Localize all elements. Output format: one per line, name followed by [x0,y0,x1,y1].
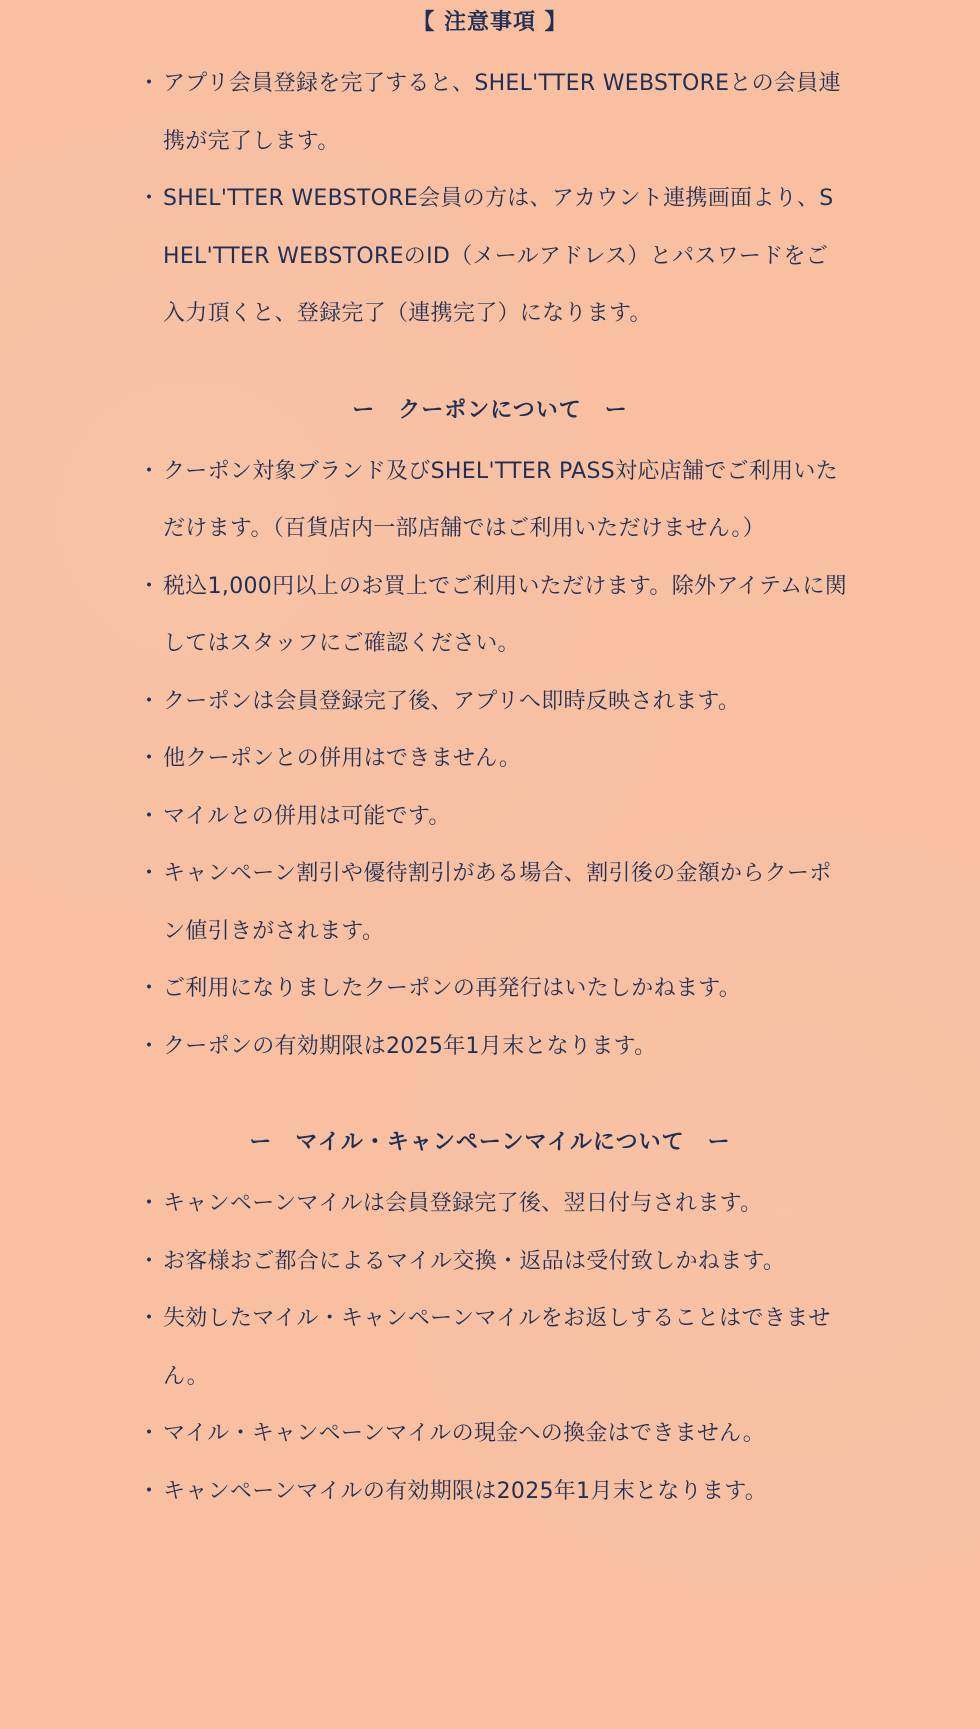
list-item [0,1175,850,1233]
list-item [0,673,850,731]
notes-list [0,55,980,343]
list-item [0,443,850,558]
list-item [0,1018,850,1076]
list-item-text: マイル・キャンペーンマイルの現金への換金はできません。 [163,1421,766,1446]
miles-list [0,1175,980,1520]
list-item-text: キャンペーンマイルの有効期限は2025年1月末となります。 [163,1478,768,1504]
bullet-icon: ・ [138,1248,161,1274]
bullet-icon: ・ [138,186,161,211]
list-item-text: 他クーポンとの併用はできません。 [163,746,522,771]
list-item-text: 税込1,000円以上のお買上でご利用いただけます。除外アイテムに関してはスタッフにご確認ください。 [163,573,848,656]
bullet-icon: ・ [138,1478,161,1504]
list-item-text: お客様おご都合によるマイル交換・返品は受付致しかねます。 [163,1248,786,1274]
list-item-text: SHEL'TTER WEBSTORE会員の方は、アカウント連携画面より、SHEL'TTER WEBSTOREのID（メールアドレス）とパスワードをご入力頂くと、登録完了（連携完了）になります。 [163,186,834,326]
list-item [0,558,850,673]
list-item-text: アプリ会員登録を完了すると、SHEL'TTER WEBSTOREとの会員連携が完了します。 [163,71,841,154]
coupon-list [0,443,980,1076]
bullet-icon: ・ [138,1306,161,1331]
bullet-icon: ・ [138,458,161,484]
list-item [0,170,850,343]
list-item [0,1290,850,1405]
bullet-icon: ・ [138,746,161,771]
bullet-icon: ・ [138,1191,161,1216]
list-item-text: クーポン対象ブランド及びSHEL'TTER PASS対応店舗でご利用いただけます。（百貨店内一部店舗ではご利用いただけません。） [163,458,839,541]
bullet-icon: ・ [138,976,161,1001]
bullet-icon: ・ [138,1421,161,1446]
bullet-icon: ・ [138,573,161,599]
list-item-text: 失効したマイル・キャンペーンマイルをお返しすることはできません。 [163,1306,831,1389]
list-item [0,1233,850,1291]
list-item [0,55,850,170]
list-item-text: キャンペーンマイルは会員登録完了後、翌日付与されます。 [163,1191,763,1216]
bullet-icon: ・ [138,803,161,829]
list-item [0,788,850,846]
list-item [0,1463,850,1521]
bullet-icon: ・ [138,688,161,714]
list-item-text: クーポンは会員登録完了後、アプリへ即時反映されます。 [163,688,741,714]
bullet-icon: ・ [138,1033,161,1059]
section-title-notes: 【 注意事項 】 [412,10,568,35]
list-item-text: ご利用になりましたクーポンの再発行はいたしかねます。 [163,976,742,1001]
list-item-text: キャンペーン割引や優待割引がある場合、割引後の金額からクーポン値引きがされます。 [163,861,832,944]
section-title-miles: ー マイル・キャンペーンマイルについて ー [249,1130,731,1155]
list-item [0,960,850,1018]
list-item [0,1405,850,1463]
bullet-icon: ・ [138,71,161,96]
list-item-text: クーポンの有効期限は2025年1月末となります。 [163,1033,657,1059]
list-item [0,845,850,960]
list-item-text: マイルとの併用は可能です。 [163,803,451,829]
bullet-icon: ・ [138,861,161,886]
section-title-coupon: ー クーポンについて ー [352,397,628,423]
list-item [0,730,850,788]
